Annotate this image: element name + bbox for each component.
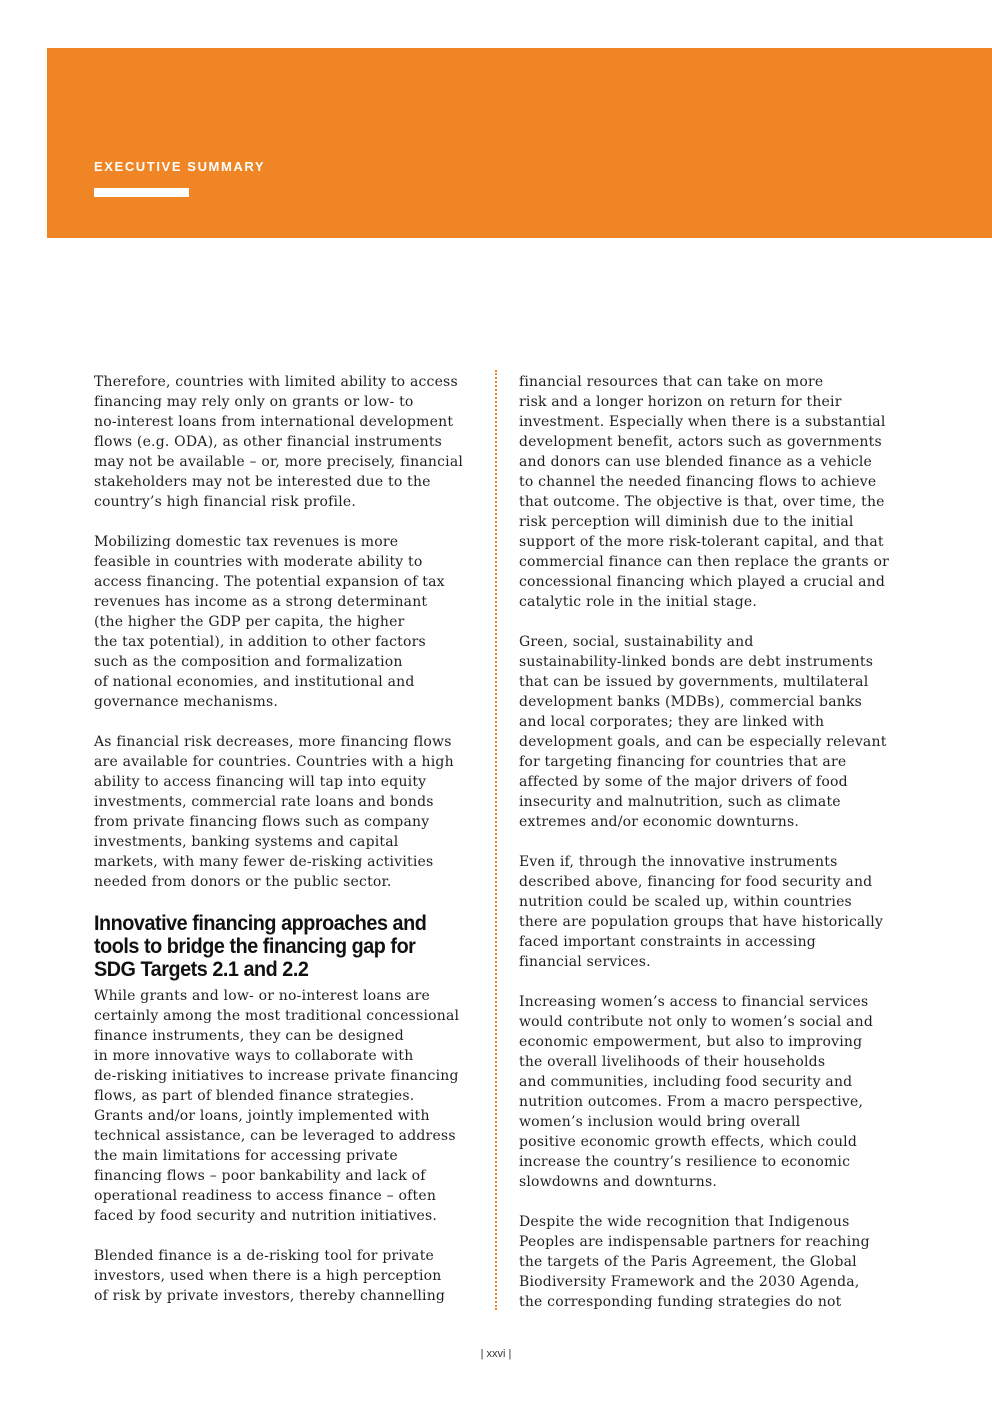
text-line: of risk by private investors, thereby channelling — [94, 1288, 446, 1304]
paragraph — [519, 852, 911, 972]
text-line: ability to access financing will tap into equity — [94, 774, 427, 790]
text-line: development benefit, actors such as governments — [519, 434, 882, 450]
text-line: Therefore, countries with limited ability to access — [94, 374, 458, 390]
paragraph — [94, 532, 479, 712]
section-banner — [47, 48, 992, 238]
text-line: financial resources that can take on more — [519, 374, 824, 390]
text-line: country’s high financial risk profile. — [94, 494, 357, 510]
text-line: Biodiversity Framework and the 2030 Agenda, — [519, 1274, 860, 1290]
paragraph — [519, 992, 911, 1192]
text-line: operational readiness to access finance – often — [94, 1188, 437, 1204]
text-line: of national economies, and institutional and — [94, 674, 415, 690]
text-line: from private financing flows such as company — [94, 814, 430, 830]
text-line: investment. Especially when there is a substantial — [519, 414, 886, 430]
text-line: stakeholders may not be interested due to the — [94, 474, 431, 490]
text-line: would contribute not only to women’s social and — [519, 1014, 874, 1030]
section-heading — [94, 912, 448, 981]
text-line: revenues has income as a strong determinant — [94, 594, 428, 610]
text-line: risk perception will diminish due to the initial — [519, 514, 854, 530]
page-number: | xxvi | — [480, 1348, 512, 1360]
text-line: faced by food security and nutrition initiatives. — [94, 1208, 438, 1224]
text-line: While grants and low- or no-interest loans are — [94, 988, 431, 1004]
text-line: the main limitations for accessing private — [94, 1148, 398, 1164]
paragraph — [94, 1246, 479, 1306]
text-line: economic empowerment, but also to improving — [519, 1034, 863, 1050]
text-line: slowdowns and downturns. — [519, 1174, 718, 1190]
text-line: financial services. — [519, 954, 651, 970]
text-line: the tax potential), in addition to other factors — [94, 634, 426, 650]
text-line: and communities, including food security and — [519, 1074, 853, 1090]
text-line: Blended finance is a de-risking tool for private — [94, 1248, 435, 1264]
text-line: development goals, and can be especially relevant — [519, 734, 887, 750]
text-line: concessional financing which played a crucial and — [519, 574, 886, 590]
text-line: feasible in countries with moderate ability to — [94, 554, 423, 570]
paragraph — [94, 986, 479, 1226]
text-line: the overall livelihoods of their households — [519, 1054, 826, 1070]
paragraph — [519, 372, 911, 612]
text-line: de-risking initiatives to increase private financing — [94, 1068, 459, 1084]
text-line: investors, used when there is a high perception — [94, 1268, 442, 1284]
text-line: described above, financing for food security and — [519, 874, 873, 890]
text-line: Mobilizing domestic tax revenues is more — [94, 534, 399, 550]
text-line: technical assistance, can be leveraged to address — [94, 1128, 456, 1144]
text-line: As financial risk decreases, more financing flows — [94, 734, 452, 750]
text-line: and donors can use blended finance as a vehicle — [519, 454, 873, 470]
text-line: Peoples are indispensable partners for reaching — [519, 1234, 870, 1250]
section-label-underline — [94, 188, 189, 197]
text-line: faced important constraints in accessing — [519, 934, 816, 950]
text-line: Grants and/or loans, jointly implemented with — [94, 1108, 430, 1124]
text-line: in more innovative ways to collaborate with — [94, 1048, 414, 1064]
text-line: such as the composition and formalization — [94, 654, 403, 670]
text-line: no-interest loans from international development — [94, 414, 454, 430]
text-line: investments, commercial rate loans and bonds — [94, 794, 434, 810]
text-line: catalytic role in the initial stage. — [519, 594, 758, 610]
text-line: are available for countries. Countries with a high — [94, 754, 454, 770]
text-line: markets, with many fewer de-risking activities — [94, 854, 434, 870]
text-line: Innovative financing approaches and — [94, 911, 427, 935]
text-line: Green, social, sustainability and — [519, 634, 754, 650]
text-line: that can be issued by governments, multilateral — [519, 674, 869, 690]
text-line: Despite the wide recognition that Indigenous — [519, 1214, 850, 1230]
text-line: development banks (MDBs), commercial banks — [519, 694, 863, 710]
text-line: certainly among the most traditional concessional — [94, 1008, 460, 1024]
text-line: SDG Targets 2.1 and 2.2 — [94, 957, 309, 981]
text-line: extremes and/or economic downturns. — [519, 814, 800, 830]
text-line: (the higher the GDP per capita, the higher — [94, 614, 405, 630]
paragraph — [94, 372, 479, 512]
text-line: risk and a longer horizon on return for their — [519, 394, 842, 410]
text-line: affected by some of the major drivers of food — [519, 774, 848, 790]
text-line: Even if, through the innovative instruments — [519, 854, 838, 870]
text-line: that outcome. The objective is that, over time, the — [519, 494, 885, 510]
text-line: Increasing women’s access to financial services — [519, 994, 869, 1010]
right-column — [519, 372, 911, 1332]
text-line: positive economic growth effects, which could — [519, 1134, 857, 1150]
text-line: there are population groups that have historically — [519, 914, 884, 930]
text-line: commercial finance can then replace the grants or — [519, 554, 889, 570]
text-line: investments, banking systems and capital — [94, 834, 399, 850]
text-line: for targeting financing for countries that are — [519, 754, 847, 770]
text-line: sustainability-linked bonds are debt instruments — [519, 654, 874, 670]
text-line: nutrition outcomes. From a macro perspective, — [519, 1094, 864, 1110]
text-line: increase the country’s resilience to economic — [519, 1154, 851, 1170]
text-line: governance mechanisms. — [94, 694, 278, 710]
text-line: financing may rely only on grants or low- to — [94, 394, 414, 410]
text-line: support of the more risk-tolerant capital, and that — [519, 534, 884, 550]
text-line: finance instruments, they can be designed — [94, 1028, 404, 1044]
text-line: nutrition could be scaled up, within countries — [519, 894, 852, 910]
text-line: needed from donors or the public sector. — [94, 874, 392, 890]
text-line: flows, as part of blended finance strategies. — [94, 1088, 415, 1104]
paragraph — [519, 632, 911, 832]
section-label: EXECUTIVE SUMMARY — [94, 159, 266, 174]
paragraph — [94, 732, 479, 892]
text-line: to channel the needed financing flows to achieve — [519, 474, 877, 490]
text-line: tools to bridge the financing gap for — [94, 934, 416, 958]
text-line: the targets of the Paris Agreement, the Global — [519, 1254, 857, 1270]
text-line: the corresponding funding strategies do not — [519, 1294, 842, 1310]
left-column — [94, 372, 479, 1326]
paragraph — [519, 1212, 911, 1312]
column-divider — [495, 370, 497, 1310]
text-line: financing flows – poor bankability and lack of — [94, 1168, 426, 1184]
text-line: insecurity and malnutrition, such as climate — [519, 794, 841, 810]
text-line: access financing. The potential expansion of tax — [94, 574, 445, 590]
text-line: and local corporates; they are linked with — [519, 714, 825, 730]
text-line: may not be available – or, more precisely, financial — [94, 454, 464, 470]
text-line: flows (e.g. ODA), as other financial instruments — [94, 434, 443, 450]
text-line: women’s inclusion would bring overall — [519, 1114, 801, 1130]
